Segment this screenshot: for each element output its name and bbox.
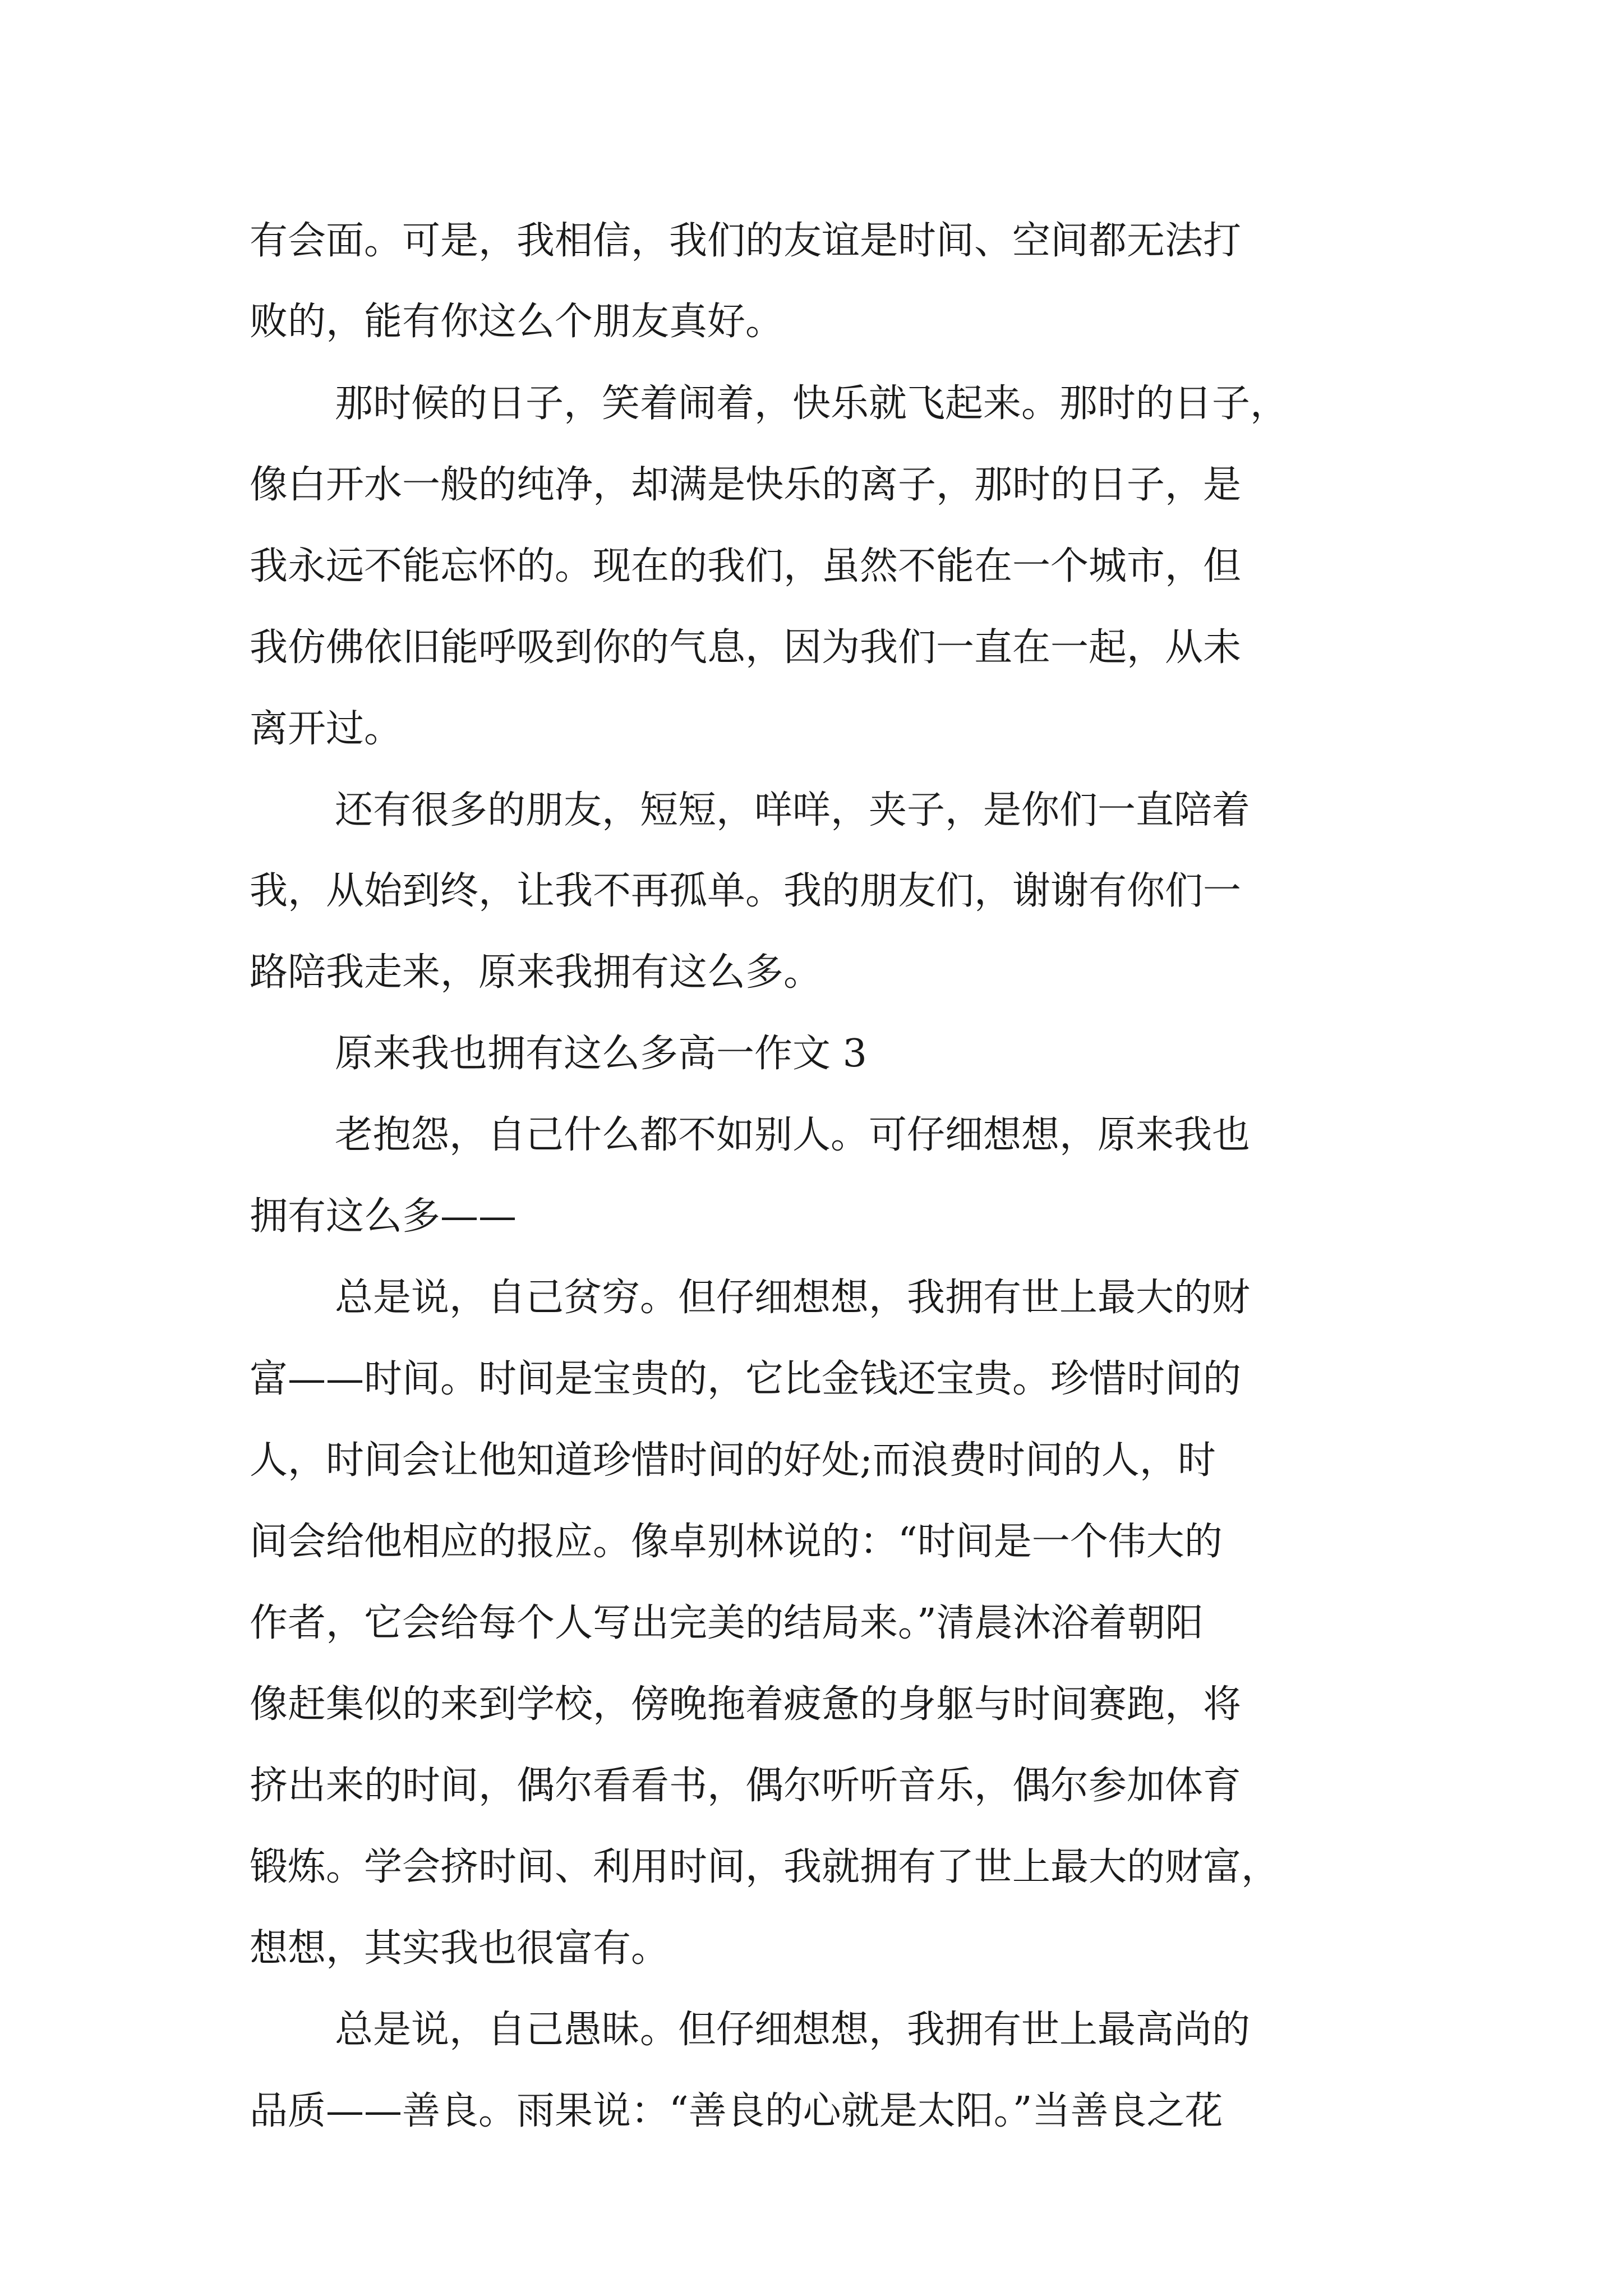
text-line: 锻炼。学会挤时间、利用时间，我就拥有了世上最大的财富， bbox=[250, 1845, 1280, 1889]
text-line: 有会面。可是，我相信，我们的友谊是时间、空间都无法打 bbox=[250, 219, 1242, 263]
text-line: 挤出来的时间，偶尔看看书，偶尔听听音乐，偶尔参加体育 bbox=[250, 1764, 1242, 1808]
text-line: 像赶集似的来到学校，傍晚拖着疲惫的身躯与时间赛跑，将 bbox=[250, 1682, 1242, 1727]
text-line: 我，从始到终，让我不再孤单。我的朋友们，谢谢有你们一 bbox=[250, 869, 1242, 913]
text-line: 拥有这么多—— bbox=[250, 1194, 517, 1239]
text-line: 败的，能有你这么个朋友真好。 bbox=[250, 300, 784, 344]
paragraph-start-line: 那时候的日子，笑着闹着，快乐就飞起来。那时的日子， bbox=[335, 381, 1289, 426]
section-heading: 原来我也拥有这么多高一作文 3 bbox=[335, 1032, 867, 1076]
text-line: 人，时间会让他知道珍惜时间的好处;而浪费时间的人，时 bbox=[250, 1438, 1216, 1483]
text-line: 品质——善良。雨果说：“善良的心就是太阳。”当善良之花 bbox=[250, 2089, 1223, 2133]
paragraph-start-line: 总是说，自己愚昧。但仔细想想，我拥有世上最高尚的 bbox=[335, 2008, 1251, 2052]
text-line: 像白开水一般的纯净，却满是快乐的离子，那时的日子，是 bbox=[250, 463, 1242, 507]
paragraph-start-line: 总是说，自己贫穷。但仔细想想，我拥有世上最大的财 bbox=[335, 1276, 1251, 1320]
text-line: 我仿佛依旧能呼吸到你的气息，因为我们一直在一起，从未 bbox=[250, 625, 1242, 670]
text-line: 路陪我走来，原来我拥有这么多。 bbox=[250, 950, 822, 995]
paragraph-start-line: 还有很多的朋友，短短，咩咩，夹子，是你们一直陪着 bbox=[335, 788, 1251, 832]
text-line: 离开过。 bbox=[250, 707, 403, 751]
text-line: 想想，其实我也很富有。 bbox=[250, 1926, 670, 1971]
text-line: 我永远不能忘怀的。现在的我们，虽然不能在一个城市，但 bbox=[250, 544, 1242, 588]
text-line: 间会给他相应的报应。像卓别林说的：“时间是一个伟大的 bbox=[250, 1520, 1223, 1564]
paragraph-start-line: 老抱怨，自己什么都不如别人。可仔细想想，原来我也 bbox=[335, 1113, 1251, 1157]
text-line: 富——时间。时间是宝贵的，它比金钱还宝贵。珍惜时间的 bbox=[250, 1357, 1242, 1401]
text-line: 作者，它会给每个人写出完美的结局来。”清晨沐浴着朝阳 bbox=[250, 1601, 1204, 1645]
